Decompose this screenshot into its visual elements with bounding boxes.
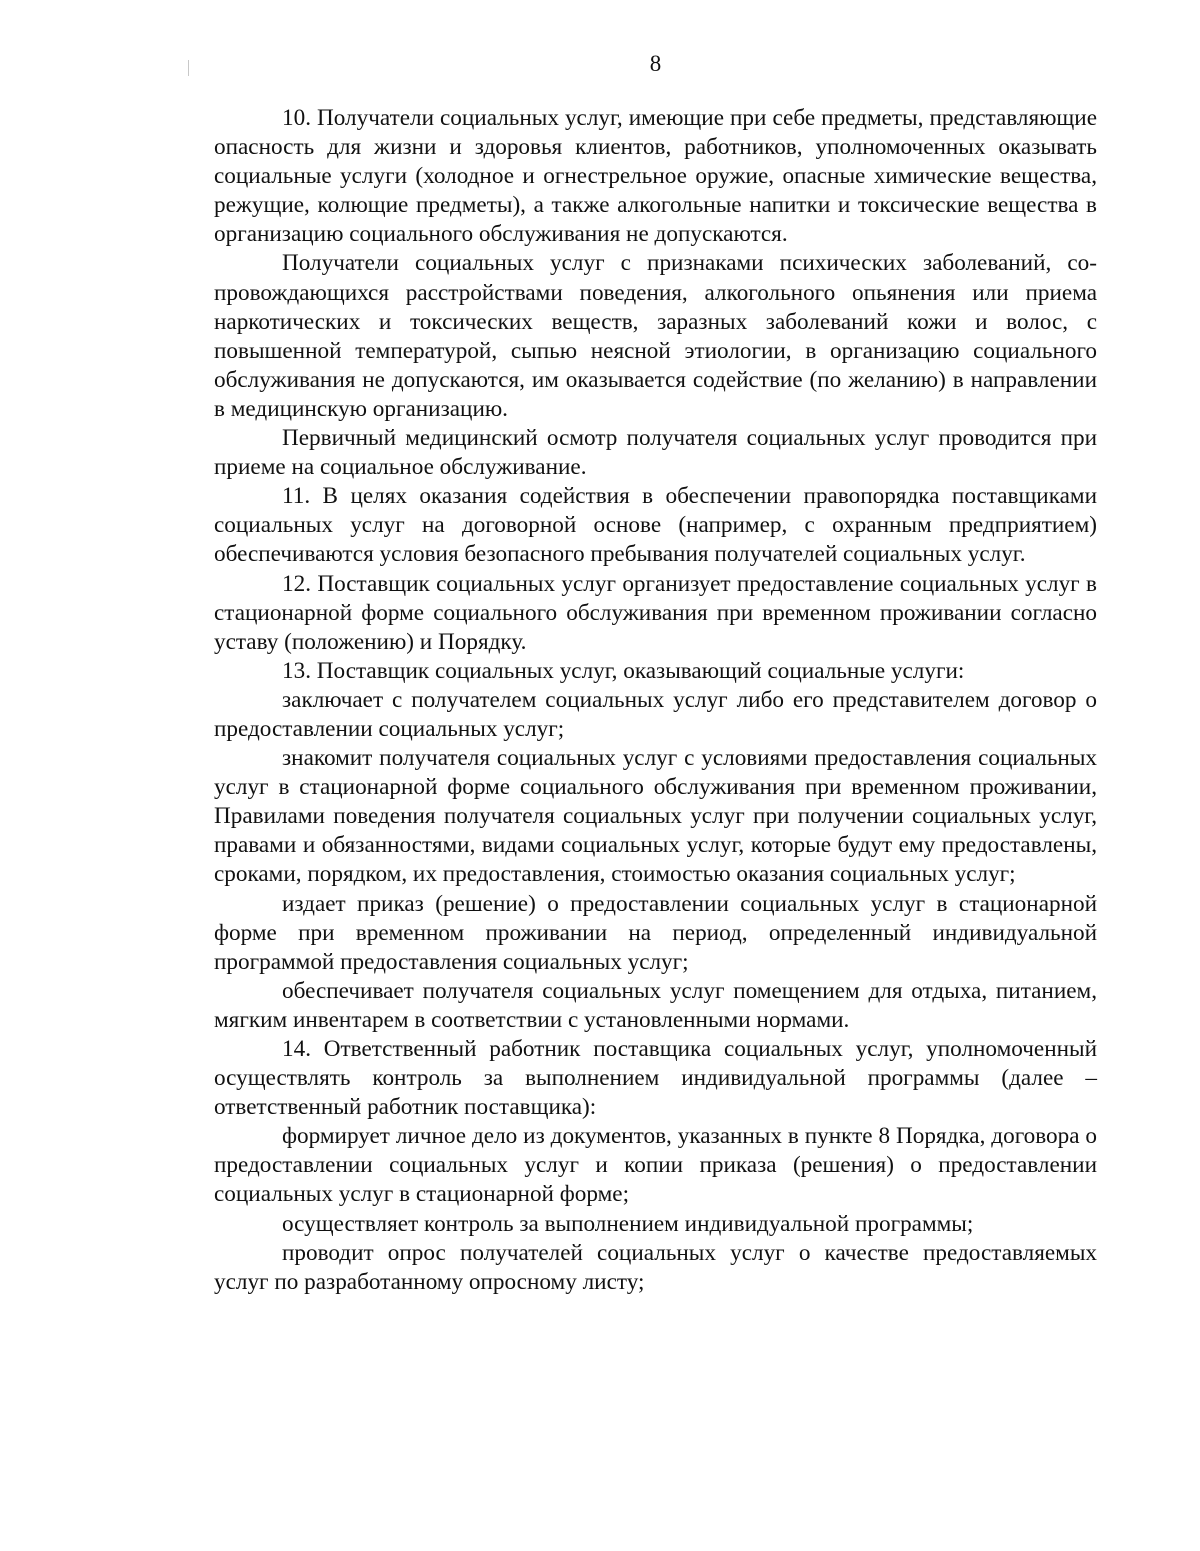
page-number: 8 [649,51,662,76]
paragraph-personal-file: формирует личное дело из документов, указанных в пункте 8 Порядка, договора о предоставлении социальных услуг и копии приказа (решения) о предоставлении социальных услуг в стационарной форме; [214,1123,1097,1208]
paragraph-13-provider: 13. Поставщик социальных услуг, оказывающий социальные услуги: [282,657,965,684]
paragraph-12-provision: 12. Поставщик социальных услуг организует предоставление социальных услуг в стационарной форме социального обслуживания при временном проживании согласно уставу (положению) и Порядку. [214,570,1097,655]
paragraph-14-responsible: 14. Ответственный работник поставщика социальных услуг, уполномоченный осуществлять контроль за выполнением индивидуальной программы (далее – ответственный работник поставщика): [214,1036,1097,1121]
paragraph-11-security: 11. В целях оказания содействия в обеспечении правопорядка поставщиками социальных услуг на договорной основе (например, с охранным предприятием) обеспечиваются условия безопасного пребывания получателей социальных услуг. [214,483,1097,568]
paragraph-survey: проводит опрос получателей социальных услуг о качестве предоставляемых услуг по разработанному опросному листу; [214,1239,1097,1295]
document-body [214,104,1097,1297]
paragraph-medical-restrictions: Получатели социальных услуг с признаками психических заболеваний, сопровождающихся расстройствами поведения, алкогольного опьянения или приема наркотических и токсических веществ, заразных заболеваний кожи и волос, с повышенной температурой, сыпью неясной этиологии, в организацию социального обслуживания не допускаются, им оказывается содействие (по желанию) в направлении в медицинскую организацию. [214,250,1097,422]
paragraph-10-prohibited-items: 10. Получатели социальных услуг, имеющие при себе предметы, представляющие опасность для жизни и здоровья клиентов, работников, уполномоченных оказывать социальные услуги (холодное и огнестрельное оружие, опасные химические вещества, режущие, колющие предметы), а также алкогольные напитки и токсические вещества в организацию социального обслуживания не допускаются. [214,105,1097,248]
paragraph-contract: заключает с получателем социальных услуг либо его представителем договор о предоставлении социальных услуг; [214,686,1097,742]
paragraph-accommodation: обеспечивает получателя социальных услуг помещением для отдыха, питанием, мягким инвентарем в соответствии с установленными нормами. [214,977,1097,1033]
paragraph-control: осуществляет контроль за выполнением индивидуальной программы; [282,1210,974,1237]
paragraph-order: издает приказ (решение) о предоставлении социальных услуг в стационарной форме при временном проживании на период, определенный индивидуальной программой предоставления социальных услуг; [214,890,1097,975]
paragraph-familiarize: знакомит получателя социальных услуг с условиями предоставления социальных услуг в стационарной форме социального обслуживания при временном проживании, Правилами поведения получателя социальных услуг при получении социальных услуг, правами и обязанностями, видами социальных услуг, которые будут ему предоставлены, сроками, порядком, их предоставления, стоимостью оказания социальных услуг; [214,745,1097,888]
paragraph-primary-exam: Первичный медицинский осмотр получателя социальных услуг проводится при приеме на социальное обслуживание. [214,425,1097,481]
